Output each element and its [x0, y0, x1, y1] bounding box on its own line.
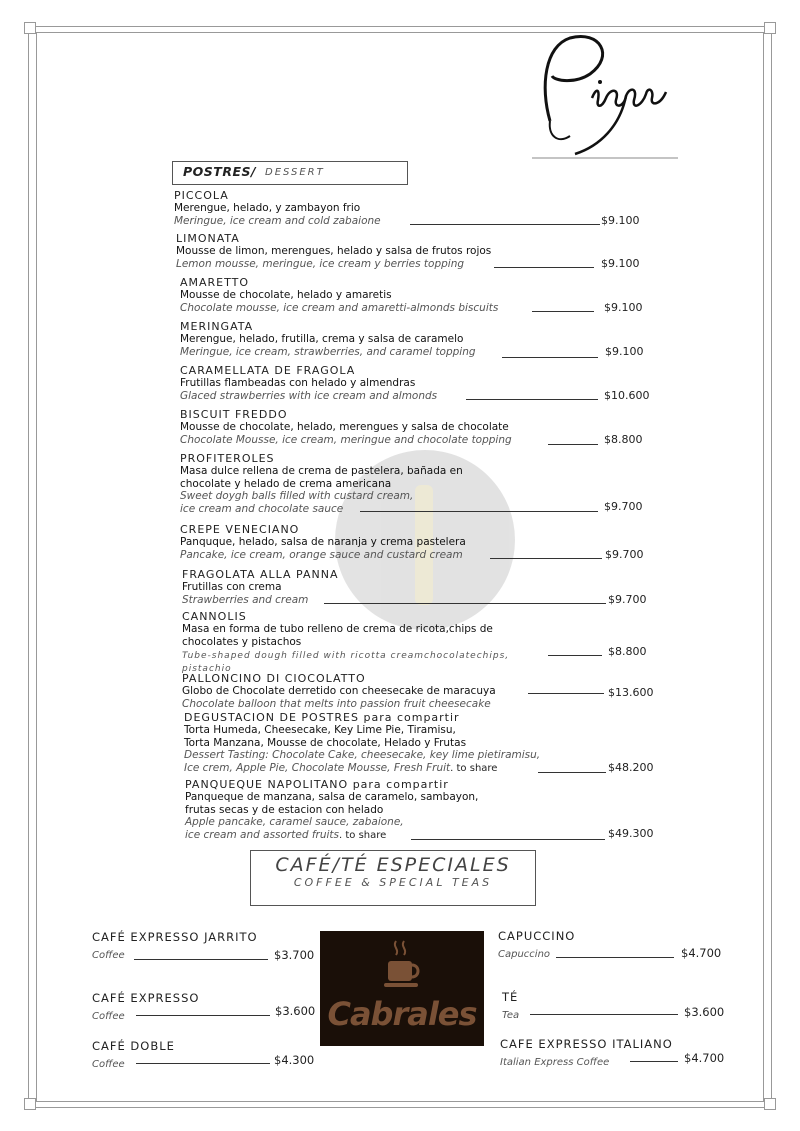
leader-line — [556, 957, 674, 958]
dessert-desc-es: chocolates y pistachos — [182, 635, 302, 648]
to-share-label: . to share — [450, 762, 498, 774]
leader-line — [136, 1063, 270, 1064]
coffee-item — [92, 991, 322, 1022]
dessert-desc-en — [184, 762, 654, 775]
dessert-price: $9.700 — [605, 548, 644, 561]
dessert-desc-en: Dessert Tasting: Chocolate Cake, cheesecake, key lime pietiramisu, — [184, 749, 541, 762]
coffee-item — [500, 1037, 730, 1068]
coffee-item — [92, 1039, 322, 1070]
dessert-name: MERINGATA — [180, 320, 254, 333]
leader-line — [134, 959, 268, 960]
dessert-header-es: POSTRES/ — [183, 164, 257, 179]
leader-line — [360, 511, 598, 512]
leader-line — [538, 772, 606, 773]
dessert-name: CREPE VENECIANO — [180, 523, 300, 536]
dessert-price: $9.100 — [604, 301, 643, 314]
cabrales-brand-logo — [320, 931, 484, 1046]
dessert-desc-es: Merengue, helado, frutilla, crema y salsa de caramelo — [180, 333, 464, 346]
dessert-desc-es: Mousse de chocolate, helado, merengues y salsa de chocolate — [180, 421, 509, 434]
dessert-item — [180, 524, 650, 561]
dessert-item — [180, 453, 650, 515]
dessert-desc-en — [185, 829, 655, 842]
dessert-name: CANNOLIS — [182, 610, 247, 623]
dessert-name: PANQUEQUE NAPOLITANO para compartir — [185, 778, 449, 791]
dessert-desc-en: Tube-shaped dough filled with ricotta creamchocolatechips, — [182, 651, 510, 662]
coffee-item — [92, 930, 322, 961]
dessert-item — [182, 673, 652, 710]
coffee-name: CAFÉ EXPRESSO JARRITO — [92, 930, 258, 944]
dessert-desc-es: chocolate y helado de crema americana — [180, 477, 392, 490]
coffee-name: TÉ — [502, 990, 519, 1004]
dessert-desc-en: Lemon mousse, meringue, ice cream y berries topping — [176, 257, 465, 270]
dessert-item — [176, 233, 646, 270]
dessert-price: $9.100 — [601, 214, 640, 227]
coffee-desc-en: Tea — [502, 1010, 520, 1021]
coffee-name: CAFE EXPRESSO ITALIANO — [500, 1037, 673, 1051]
leader-line — [548, 655, 602, 656]
leader-line — [502, 357, 598, 358]
dessert-desc-en: Strawberries and cream — [182, 593, 309, 606]
dessert-name: DEGUSTACION DE POSTRES para compartir — [184, 711, 460, 724]
dessert-name: CARAMELLATA DE FRAGOLA — [180, 364, 356, 377]
coffee-price: $4.300 — [274, 1053, 315, 1067]
coffee-name: CAPUCCINO — [498, 929, 576, 943]
leader-line — [466, 399, 598, 400]
dessert-desc-es: frutas secas y de estacion con helado — [185, 803, 384, 816]
dessert-name: LIMONATA — [176, 232, 240, 245]
frame-corner — [24, 22, 36, 34]
dessert-item — [180, 321, 650, 358]
dessert-name: PROFITEROLES — [180, 452, 275, 465]
coffee-price: $3.700 — [274, 948, 315, 962]
frame-corner — [764, 22, 776, 34]
dessert-price: $48.200 — [608, 761, 654, 774]
to-share-label: . to share — [339, 829, 387, 841]
dessert-desc-es: Frutillas flambeadas con helado y almendras — [180, 377, 416, 390]
coffee-price: $4.700 — [684, 1051, 725, 1065]
dessert-desc-es: Mousse de limon, merengues, helado y salsa de frutos rojos — [176, 245, 492, 258]
dessert-desc-en: pistachio — [182, 663, 232, 674]
frame-corner — [764, 1098, 776, 1110]
coffee-desc-en: Coffee — [92, 950, 125, 961]
dessert-name: FRAGOLATA ALLA PANNA — [182, 568, 339, 581]
dessert-desc-en: Chocolate balloon that melts into passion fruit cheesecake — [182, 697, 491, 710]
leader-line — [548, 444, 598, 445]
dessert-price: $10.600 — [604, 389, 650, 402]
leader-line — [532, 311, 594, 312]
dessert-name: PICCOLA — [174, 189, 229, 202]
cafe-header-subtitle: COFFEE & SPECIAL TEAS — [293, 876, 493, 889]
coffee-name: CAFÉ EXPRESSO — [92, 991, 200, 1005]
dessert-item — [180, 409, 650, 446]
dessert-item — [184, 712, 654, 775]
coffee-item — [502, 990, 732, 1021]
dessert-name: BISCUIT FREDDO — [180, 408, 288, 421]
dessert-desc-en: Chocolate Mousse, ice cream, meringue and chocolate topping — [180, 433, 512, 446]
dessert-desc-en: Apple pancake, caramel sauce, zabaione, — [185, 816, 404, 829]
leader-line — [528, 693, 604, 694]
cafe-header-title: CAFÉ/TÉ ESPECIALES — [275, 854, 511, 876]
leader-line — [410, 224, 600, 225]
dessert-desc-en-line: Ice crem, Apple Pie, Chocolate Mousse, Fresh Fruit — [184, 761, 451, 774]
brand-name: Cabrales — [327, 995, 477, 1033]
dessert-desc-es: Panqueque de manzana, salsa de caramelo, sambayon, — [185, 791, 479, 804]
dessert-item — [174, 190, 644, 227]
dessert-price: $9.100 — [601, 257, 640, 270]
dessert-price: $13.600 — [608, 686, 654, 699]
dessert-desc-es: Panquque, helado, salsa de naranja y crema pastelera — [180, 536, 466, 549]
dessert-price: $49.300 — [608, 827, 654, 840]
dessert-name: AMARETTO — [180, 276, 250, 289]
cafe-section-header — [250, 850, 536, 906]
dessert-item — [180, 277, 650, 314]
frame-corner — [24, 1098, 36, 1110]
dessert-desc-es: Merengue, helado, y zambayon frio — [174, 202, 361, 215]
coffee-price: $3.600 — [684, 1005, 725, 1019]
leader-line — [494, 267, 594, 268]
dessert-price: $8.800 — [608, 645, 647, 658]
dessert-desc-en: Glaced strawberries with ice cream and almonds — [180, 389, 438, 402]
coffee-price: $3.600 — [275, 1004, 316, 1018]
leader-line — [411, 839, 605, 840]
dessert-desc-es: Mousse de chocolate, helado y amaretis — [180, 289, 392, 302]
dessert-desc-en: Sweet doygh balls filled with custard cream, — [180, 490, 414, 503]
coffee-desc-en: Italian Express Coffee — [500, 1057, 610, 1068]
leader-line — [324, 603, 606, 604]
coffee-item — [498, 929, 728, 960]
dessert-desc-es: Torta Manzana, Mousse de chocolate, Helado y Frutas — [184, 736, 467, 749]
dessert-desc-es: Masa en forma de tubo relleno de crema de ricota,chips de — [182, 623, 493, 636]
dessert-section-header — [172, 161, 408, 185]
leader-line — [136, 1015, 270, 1016]
coffee-name: CAFÉ DOBLE — [92, 1039, 175, 1053]
dessert-price: $9.700 — [604, 500, 643, 513]
coffee-desc-en: Capuccino — [498, 949, 551, 960]
dessert-desc-en: Chocolate mousse, ice cream and amaretti-almonds biscuits — [180, 301, 499, 314]
dessert-desc-en: Meringue, ice cream and cold zabaione — [174, 214, 381, 227]
dessert-desc-en: ice cream and chocolate sauce — [180, 502, 344, 515]
coffee-desc-en: Coffee — [92, 1059, 125, 1070]
dessert-item — [185, 779, 655, 842]
dessert-desc-es: Frutillas con crema — [182, 581, 282, 594]
dessert-desc-en: Pancake, ice cream, orange sauce and custard cream — [180, 548, 463, 561]
dessert-price: $8.800 — [604, 433, 643, 446]
leader-line — [630, 1061, 678, 1062]
dessert-item — [180, 365, 650, 402]
coffee-desc-en: Coffee — [92, 1011, 125, 1022]
dessert-desc-es: Torta Humeda, Cheesecake, Key Lime Pie, Tiramisu, — [184, 724, 456, 737]
leader-line — [490, 558, 602, 559]
dessert-desc-es: Masa dulce rellena de crema de pastelera, bañada en — [180, 465, 463, 478]
dessert-desc-en-line: ice cream and assorted fruits — [185, 828, 339, 841]
dessert-price: $9.100 — [605, 345, 644, 358]
restaurant-logo — [530, 26, 680, 166]
leader-line — [530, 1014, 678, 1015]
dessert-item — [182, 569, 652, 606]
coffee-cup-icon — [382, 937, 422, 993]
dessert-price: $9.700 — [608, 593, 647, 606]
dessert-name: PALLONCINO DI CIOCOLATTO — [182, 672, 366, 685]
dessert-desc-en: Meringue, ice cream, strawberries, and caramel topping — [180, 345, 476, 358]
coffee-price: $4.700 — [681, 946, 722, 960]
dessert-header-en: DESSERT — [265, 167, 325, 178]
dessert-desc-es: Globo de Chocolate derretido con cheesecake de maracuya — [182, 685, 496, 698]
dessert-item — [182, 611, 652, 675]
